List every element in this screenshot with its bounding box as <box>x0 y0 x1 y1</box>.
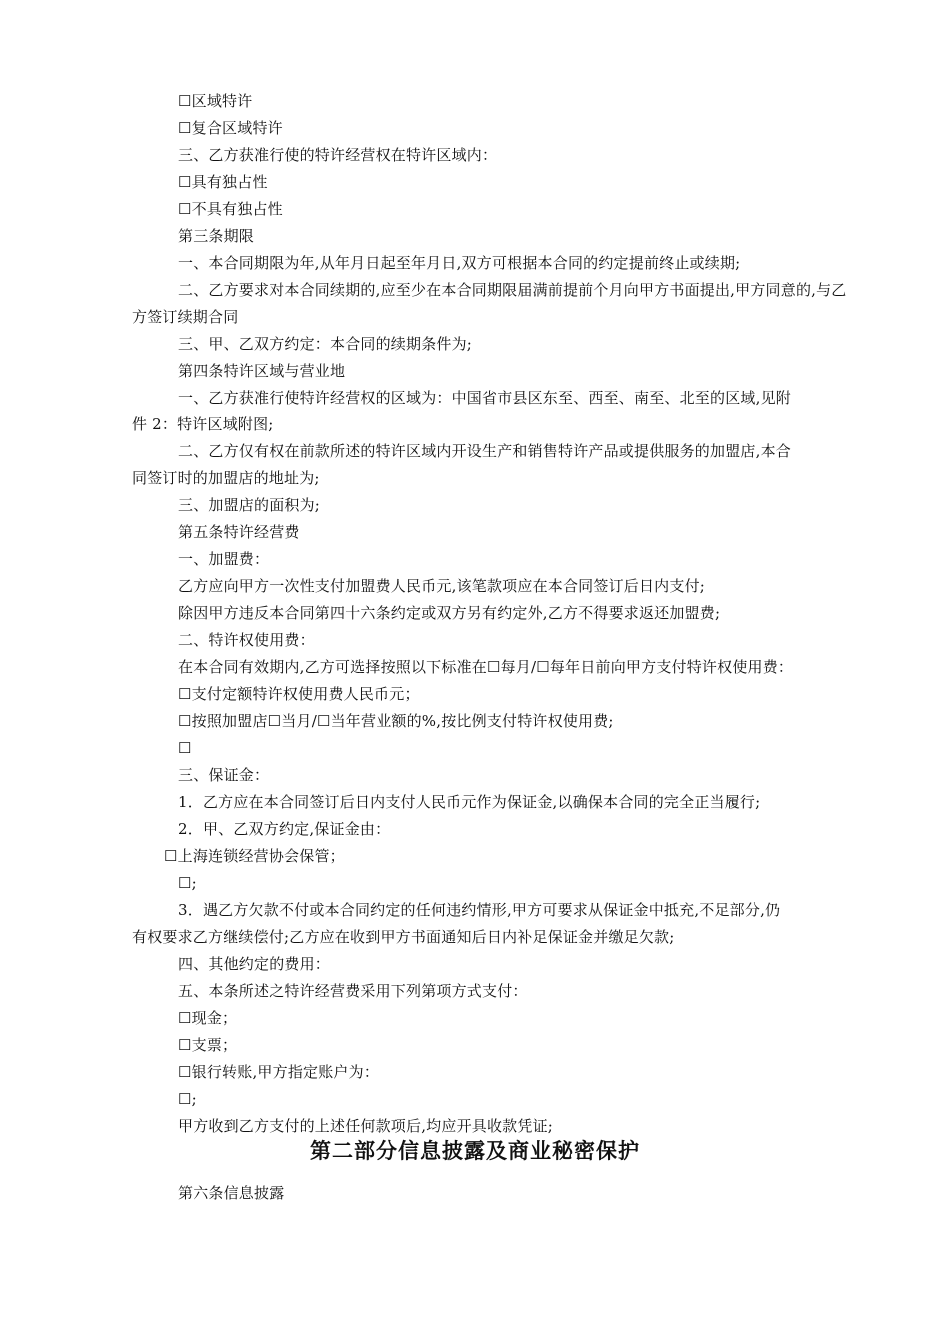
text-line: ☐; <box>178 1090 197 1108</box>
article-title: 第六条信息披露 <box>178 1184 285 1202</box>
text-line: 2．甲、乙双方约定,保证金由： <box>178 820 391 838</box>
text-line: 第三条期限 <box>178 227 255 245</box>
text-line: 一、本合同期限为年,从年月日起至年月日,双方可根据本合同的约定提前终止或续期; <box>178 254 741 272</box>
text-line: ☐区域特许 <box>178 92 253 110</box>
text-line: 除因甲方违反本合同第四十六条约定或双方另有约定外,乙方不得要求返还加盟费; <box>178 604 721 622</box>
text-line: 五、本条所述之特许经营费采用下列第项方式支付： <box>178 982 528 1000</box>
text-line: ☐不具有独占性 <box>178 200 283 218</box>
text-line: 三、保证金： <box>178 766 270 784</box>
text-line: ☐支票； <box>178 1036 238 1054</box>
text-line: 三、甲、乙双方约定：本合同的续期条件为; <box>178 335 473 353</box>
text-line: 乙方应向甲方一次性支付加盟费人民币元,该笔款项应在本合同签订后日内支付; <box>178 577 706 595</box>
text-line: 第四条特许区域与营业地 <box>178 362 346 380</box>
text-line: ☐支付定额特许权使用费人民币元； <box>178 685 420 703</box>
text-line: 二、乙方要求对本合同续期的,应至少在本合同期限届满前提前个月向甲方书面提出,甲方同意的,与乙 <box>178 281 847 299</box>
text-line: 三、乙方获准行使的特许经营权在特许区域内： <box>178 146 498 164</box>
text-line: 1．乙方应在本合同签订后日内支付人民币元作为保证金,以确保本合同的完全正当履行; <box>178 793 761 811</box>
text-line: 同签订时的加盟店的地址为; <box>132 469 320 487</box>
text-line: 四、其他约定的费用： <box>178 955 331 973</box>
text-line: ☐; <box>178 874 197 892</box>
text-line: ☐现金； <box>178 1009 238 1027</box>
text-line: 一、加盟费： <box>178 550 270 568</box>
text-line: 二、特许权使用费： <box>178 631 315 649</box>
text-line: 二、乙方仅有权在前款所述的特许区域内开设生产和销售特许产品或提供服务的加盟店,本合 <box>178 442 791 460</box>
text-line: 三、加盟店的面积为; <box>178 496 321 514</box>
text-line: 甲方收到乙方支付的上述任何款项后,均应开具收款凭证; <box>178 1117 554 1135</box>
section-heading: 第二部分信息披露及商业秘密保护 <box>310 1139 640 1163</box>
text-line: ☐按照加盟店☐当月/☐当年营业额的%,按比例支付特许权使用费; <box>178 712 614 730</box>
text-line: 一、乙方获准行使特许经营权的区域为：中国省市县区东至、西至、南至、北至的区域,见附 <box>178 389 791 407</box>
text-line: 3．遇乙方欠款不付或本合同约定的任何违约情形,甲方可要求从保证金中抵充,不足部分,仍 <box>178 901 781 919</box>
text-line: 第五条特许经营费 <box>178 523 300 541</box>
text-line: ☐上海连锁经营协会保管； <box>164 847 345 865</box>
text-line: ☐银行转账,甲方指定账户为： <box>178 1063 380 1081</box>
text-line: ☐具有独占性 <box>178 173 268 191</box>
text-line: 在本合同有效期内,乙方可选择按照以下标准在☐每月/☐每年日前向甲方支付特许权使用费： <box>178 658 794 676</box>
text-line: ☐复合区域特许 <box>178 119 283 137</box>
text-line: ☐ <box>178 739 192 757</box>
text-line: 有权要求乙方继续偿付;乙方应在收到甲方书面通知后日内补足保证金并缴足欠款; <box>132 928 675 946</box>
text-line: 方签订续期合同 <box>132 308 239 326</box>
text-line: 件 2：特许区域附图; <box>132 415 274 433</box>
